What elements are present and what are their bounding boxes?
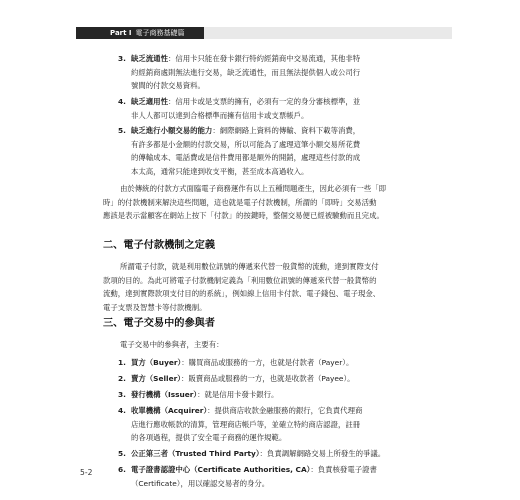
item-line: ：提供商店收款金融服務的銀行，它負責代理商 — [207, 406, 363, 415]
item-number: 2. — [118, 374, 126, 383]
paragraph-line: 所謂電子付款，就是利用數位訊號的傳遞來代替一般貨幣的流動，達到實際支付 — [120, 262, 379, 271]
section-heading: 二、電子付款機制之定義 — [103, 240, 216, 251]
section-lead: 電子交易中的參與者，主要有： — [120, 340, 224, 349]
item-line: ：負責調解網路交易上所發生的爭議。 — [259, 449, 386, 458]
item-line: 非人人都可以達到合格標準而擁有信用卡或支票帳戶。 — [131, 110, 309, 120]
item-number: 3. — [118, 390, 126, 399]
item-line: ：購買商品或服務的一方，也就是付款者（Payer）。 — [181, 358, 354, 367]
item-term: 缺乏進行小額交易的能力 — [131, 126, 213, 135]
item-text — [131, 404, 421, 445]
item-term: 買方（Buyer） — [131, 358, 182, 367]
item-term: 公正第三者（Trusted Third Party） — [131, 449, 260, 458]
item-text — [131, 95, 386, 122]
item-text — [131, 372, 421, 386]
item-text — [131, 52, 386, 93]
item-line: 的傳輸成本、電話費或是信件費用都是額外的開銷，處理這些付款的成 — [131, 153, 361, 162]
running-header — [76, 27, 452, 39]
item-term: 收單機構（Acquirer） — [131, 406, 208, 415]
item-text — [131, 124, 386, 178]
section-paragraph — [103, 260, 403, 314]
item-line: 有許多都是小金額的付款交易，所以可能為了處理這筆小額交易所花費 — [131, 139, 361, 149]
item-text — [131, 356, 421, 370]
paragraph-line: 由於傳統的付款方式面臨電子商務運作有以上五種問題產生，因此必須有一些「即 — [120, 184, 387, 193]
item-line: ：信用卡只能在發卡銀行特約經銷商中交易流通，其他非特 — [167, 54, 361, 63]
paragraph-line: 應該是表示當顧客在網站上按下「付款」的按鍵時，整個交易便已經被驗動而且完成。 — [103, 211, 384, 220]
item-line: 約經銷商處則無法進行交易，缺乏流通性，而且無法提供個人或公司行 — [131, 67, 361, 77]
section-heading: 三、電子交易中的參與者 — [103, 318, 216, 329]
item-number: 4. — [118, 97, 126, 106]
item-line: 號間的付款交易資料。 — [131, 81, 205, 90]
paragraph-line: 電子支票及智慧卡等付款機制。 — [103, 302, 207, 312]
paragraph-line: 流動，達到實際款項支付目的的系統」，例如線上信用卡付款、電子錢包、電子現金、 — [103, 289, 381, 298]
item-text — [131, 388, 421, 402]
item-term: 缺乏適用性 — [131, 97, 168, 106]
item-line: （Certificate），用以確認交易者的身分。 — [131, 478, 270, 488]
intro-paragraph — [103, 182, 403, 223]
paragraph-line: 時」的付款機制來解決這些問題，這也就是電子付款機制，所謂的「即時」交易活動 — [103, 197, 377, 207]
item-term: 缺乏流通性 — [131, 54, 168, 63]
item-line: ：網際網路上資料的傳輸、資料下載等消費， — [212, 126, 361, 135]
item-line: 的各項過程，提供了安全電子商務的運作規範。 — [131, 433, 287, 442]
paragraph-line: 款項的目的。為此可將電子付款機制定義為「利用數位訊號的傳遞來代替一般貨幣的 — [103, 275, 377, 285]
item-term: 電子證書認證中心（Certificate Authorities, CA） — [131, 465, 311, 474]
item-number: 5. — [118, 449, 126, 458]
item-number: 3. — [118, 54, 126, 63]
item-line: 店進行應收帳款的清算，管理商店帳戶等，並確立特約商店認證，註冊 — [131, 419, 361, 429]
item-line: 本太高，通常只能達到收支平衡，甚至成本高過收入。 — [131, 166, 309, 176]
item-line: ：負責核發電子證書 — [310, 465, 377, 474]
page-number: 5-2 — [80, 468, 93, 477]
item-term: 賣方（Seller） — [131, 374, 181, 383]
item-number: 4. — [118, 406, 126, 415]
header-part: Part I — [110, 29, 132, 37]
item-term: 發行機構（Issuer） — [131, 390, 198, 399]
item-line: ：販賣商品或服務的一方，也就是收款者（Payee）。 — [180, 374, 355, 383]
header-tag — [76, 27, 204, 39]
item-text — [131, 447, 421, 461]
item-number: 1. — [118, 358, 126, 367]
item-number: 5. — [118, 126, 126, 135]
item-line: ：信用卡或是支票的擁有，必須有一定的身分審核標準，並 — [167, 97, 361, 106]
header-title: 電子商務基礎篇 — [135, 29, 185, 37]
item-text — [131, 463, 421, 490]
item-number: 6. — [118, 465, 126, 474]
item-line: ：就是信用卡發卡銀行。 — [197, 390, 279, 399]
